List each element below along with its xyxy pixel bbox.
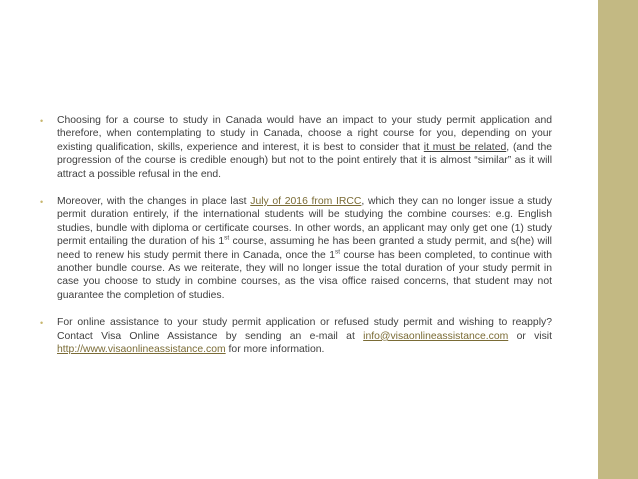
bullet-text: course has been completed, to continue with another bundle course. As we reiterate, they will no longer issue the total duration of your study permit in case you choose to study in combine courses, as the visa office raised concerns, that student may not guarantee the completion of studies. — [57, 249, 552, 301]
website-link[interactable]: http://www.visaonlineassistance.com — [57, 344, 226, 356]
bullet-ircc-changes — [40, 195, 552, 302]
bullet-text: for more information. — [225, 344, 325, 356]
bullet-text: , (and the progression of the course is credible enough) but not to the point entirely that it is almost “similar” as it will attract a possible refusal in the end. — [57, 141, 553, 180]
bullet-dot-icon: • — [40, 197, 44, 208]
bullet-dot-icon: • — [40, 116, 44, 126]
ircc-link[interactable]: July of 2016 from IRCC — [250, 196, 362, 208]
bullet-course-choice — [40, 114, 552, 181]
bullet-text: Moreover, with the changes in place last — [57, 196, 251, 208]
ordinal-superscript: st — [335, 248, 341, 256]
bullet-text: For online assistance to your study permit application or refused study permit and wishing to reapply? Contact Visa Online Assistance by sending an e-mail at — [57, 317, 552, 342]
bullet-text: Choosing for a course to study in Canada would have an impact to your study permit application and therefore, when contemplating to study in Canada, choose a right course for you, depending on your existing qualification, skills, experience and interest, it is best to consider that — [57, 115, 552, 153]
bullet-text: or visit — [508, 330, 552, 342]
ordinal-superscript: st — [224, 234, 230, 242]
underlined-phrase: it must be related — [423, 141, 507, 153]
side-accent-bar — [598, 0, 638, 479]
email-link[interactable]: info@visaonlineassistance.com — [363, 330, 509, 342]
bullet-text: , which they can no longer issue a study permit duration entirely, if the international students will be studying the combine courses: e.g. English studies, bundle with diploma or certificate courses. In other words, an applicant may only get one (1) study permit entailing the duration of his 1 — [57, 196, 552, 248]
bullet-list — [40, 114, 552, 371]
bullet-dot-icon: • — [40, 318, 44, 329]
bullet-text: course, assuming he has been granted a study permit, and s(he) will need to renew his study permit there in Canada, once the 1 — [57, 236, 552, 261]
bullet-contact — [40, 316, 552, 356]
